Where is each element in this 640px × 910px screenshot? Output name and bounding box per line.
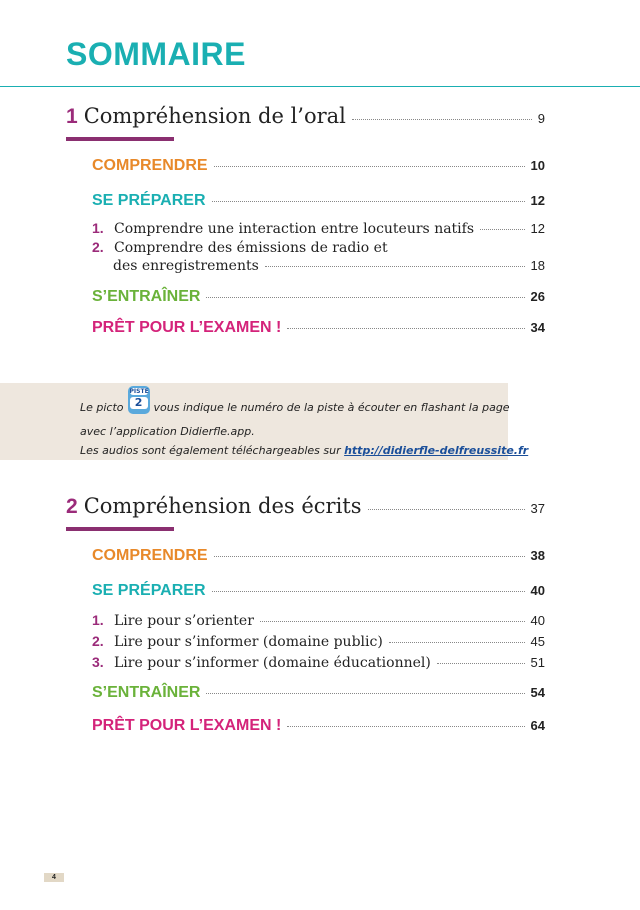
picto-label: PISTE: [129, 388, 149, 395]
leader: [368, 509, 525, 510]
leader: [214, 166, 525, 167]
toc-se-preparer[interactable]: [92, 582, 545, 600]
leader: [212, 201, 525, 202]
entry-label: Comprendre des émissions de radio et: [114, 240, 388, 256]
section-underline: [66, 137, 174, 141]
section-title: Compréhension des écrits: [83, 494, 362, 518]
leader: [480, 229, 525, 230]
leader: [214, 556, 525, 557]
section-2-heading[interactable]: [66, 494, 545, 519]
toc-comprendre[interactable]: [92, 547, 545, 565]
entry-label: COMPRENDRE: [92, 157, 208, 174]
entry-label: COMPRENDRE: [92, 547, 208, 564]
entry-label: S’ENTRAÎNER: [92, 684, 201, 701]
entry-label: Lire pour s’orienter: [114, 613, 254, 629]
leader: [212, 591, 525, 592]
page-number: 9: [537, 111, 545, 126]
section-title: Compréhension de l’oral: [83, 104, 346, 128]
page-number: 37: [530, 501, 545, 516]
section-number: 1: [66, 105, 78, 128]
leader: [389, 642, 525, 643]
folio-page-number: 4: [44, 873, 64, 882]
page-number: 34: [530, 320, 545, 335]
title-rule: [0, 86, 640, 87]
entry-label: PRÊT POUR L’EXAMEN !: [92, 717, 282, 734]
toc-item-line2[interactable]: [113, 258, 545, 274]
toc-sentrainer[interactable]: [92, 288, 545, 306]
section-1-heading[interactable]: [66, 104, 545, 129]
item-number: 1.: [92, 220, 104, 236]
page-number: 40: [530, 613, 545, 628]
entry-label: des enregistrements: [113, 258, 259, 274]
leader: [287, 726, 524, 727]
toc-se-preparer[interactable]: [92, 192, 545, 210]
section-underline: [66, 527, 174, 531]
entry-label: Comprendre une interaction entre locuteurs natifs: [114, 221, 475, 237]
note-text: avec l’application Didierfle.app.: [80, 425, 255, 438]
toc-item[interactable]: [92, 633, 545, 650]
entry-label: SE PRÉPARER: [92, 582, 206, 599]
leader: [437, 663, 525, 664]
toc-sentrainer[interactable]: [92, 684, 545, 702]
audio-link[interactable]: http://didierfle-delfreussite.fr: [344, 444, 529, 457]
toc-examen[interactable]: [92, 717, 545, 735]
toc-item-line1[interactable]: [92, 239, 388, 256]
page-number: 64: [530, 718, 545, 733]
toc-item[interactable]: [92, 220, 545, 237]
item-number: 1.: [92, 612, 104, 628]
page-number: 38: [530, 548, 545, 563]
entry-label: PRÊT POUR L’EXAMEN !: [92, 319, 282, 336]
page-number: 26: [530, 289, 545, 304]
item-number: 2.: [92, 633, 104, 649]
page-number: 12: [530, 221, 545, 236]
item-number: 3.: [92, 654, 104, 670]
note-text: Le picto: [80, 401, 124, 414]
leader: [287, 328, 524, 329]
page-number: 18: [530, 258, 545, 273]
leader: [260, 621, 525, 622]
page-number: 12: [530, 193, 545, 208]
toc-comprendre[interactable]: [92, 157, 545, 175]
leader: [206, 297, 524, 298]
entry-label: SE PRÉPARER: [92, 192, 206, 209]
audio-note: [80, 388, 529, 460]
piste-phone-icon: [128, 386, 150, 414]
section-number: 2: [66, 495, 78, 518]
note-text: vous indique le numéro de la piste à écouter en flashant la page: [153, 401, 510, 414]
page-number: 10: [530, 158, 545, 173]
page-number: 54: [530, 685, 545, 700]
toc-item[interactable]: [92, 654, 545, 671]
page-title: SOMMAIRE: [66, 36, 246, 72]
entry-label: S’ENTRAÎNER: [92, 288, 201, 305]
page-number: 45: [530, 634, 545, 649]
leader: [352, 119, 532, 120]
toc-examen[interactable]: [92, 319, 545, 337]
page-number: 40: [530, 583, 545, 598]
leader: [206, 693, 524, 694]
leader: [265, 266, 525, 267]
toc-item[interactable]: [92, 612, 545, 629]
note-text: Les audios sont également téléchargeables sur: [80, 444, 341, 457]
page-number: 51: [530, 655, 545, 670]
picto-number: 2: [130, 397, 148, 409]
entry-label: Lire pour s’informer (domaine public): [114, 634, 383, 650]
entry-label: Lire pour s’informer (domaine éducationnel): [114, 655, 431, 671]
item-number: 2.: [92, 239, 104, 255]
